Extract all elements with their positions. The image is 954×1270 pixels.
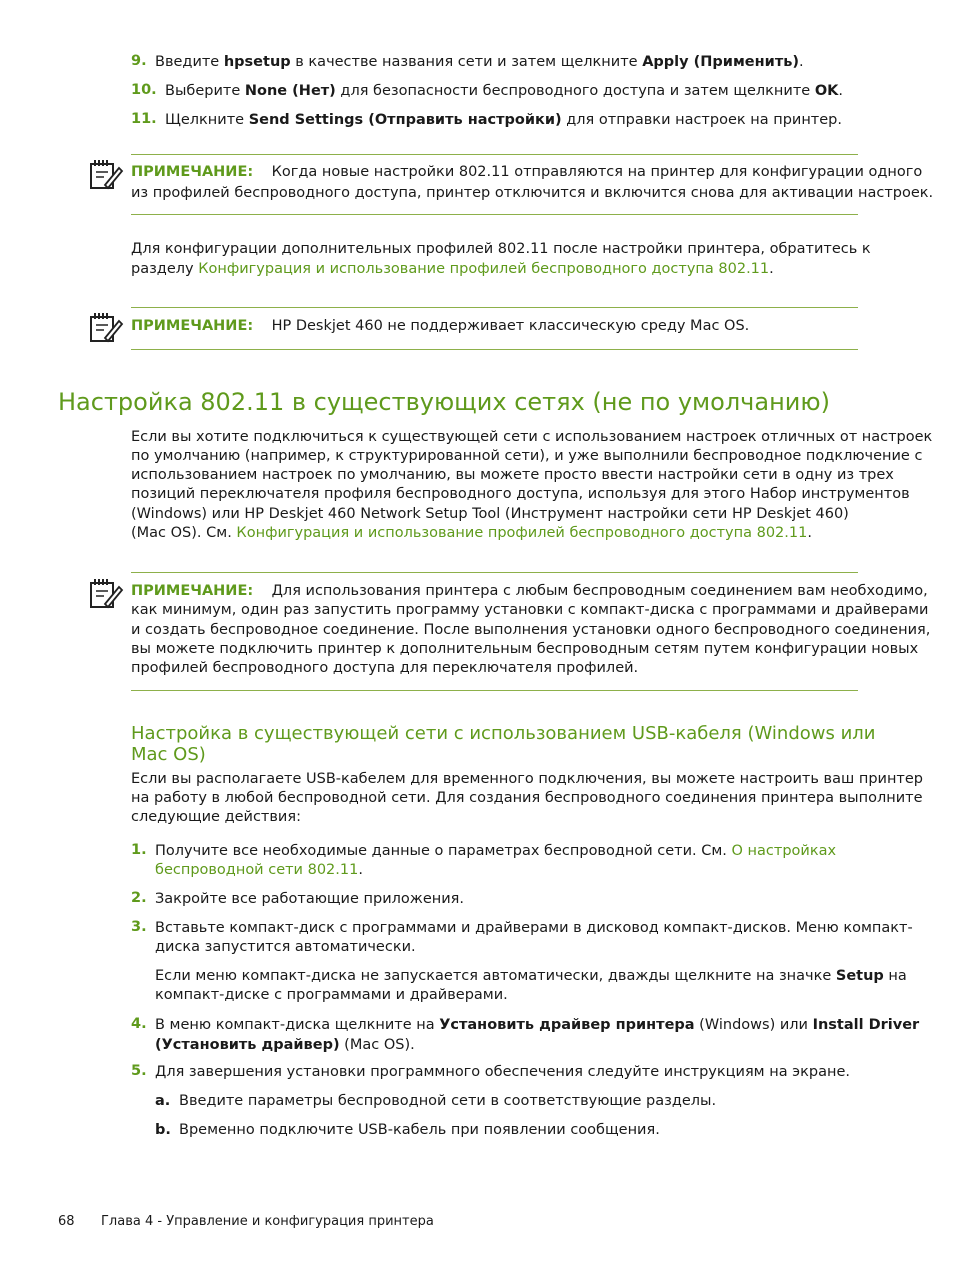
- step-4-line-1: В меню компакт-диска щелкните на Установить драйвер принтера (Windows) или Install Driver: [155, 1017, 920, 1033]
- step-5-text: Для завершения установки программного обеспечения следуйте инструкциям на экране.: [155, 1064, 851, 1080]
- paragraph-3-line-1: Если вы располагаете USB-кабелем для временного подключения, вы можете настроить ваш принтер: [131, 771, 923, 787]
- step-text: Введите hpsetup в качестве названия сети и затем щелкните Apply (Применить).: [155, 54, 804, 70]
- step-3-line-2: диска запустится автоматически.: [155, 939, 416, 955]
- note-3-line-1: ПРИМЕЧАНИЕ: Для использования принтера с любым беспроводным соединением вам необходимо,: [131, 583, 928, 599]
- substep-b-text: Временно подключите USB-кабель при появлении сообщения.: [179, 1122, 660, 1138]
- step-2-text: Закройте все работающие приложения.: [155, 891, 464, 907]
- link-wireless-settings[interactable]: беспроводной сети 802.11: [155, 862, 359, 878]
- paragraph-3-line-3: следующие действия:: [131, 809, 301, 825]
- step-3-extra-line-1: Если меню компакт-диска не запускается автоматически, дважды щелкните на значке Setup на: [155, 968, 907, 984]
- step-text: Щелкните Send Settings (Отправить настройки) для отправки настроек на принтер.: [165, 112, 842, 128]
- step-3-extra-line-2: компакт-диске с программами и драйверами.: [155, 987, 508, 1003]
- note-icon: [88, 309, 124, 345]
- paragraph-2-line-3: использованием настроек по умолчанию, вы можете просто ввести настройки сети в одну из трех: [131, 467, 894, 483]
- note-3-line-2: как минимум, один раз запустить программу установки с компакт-диска с программами и драйверами: [131, 602, 929, 618]
- note-2-line-1: ПРИМЕЧАНИЕ: HP Deskjet 460 не поддерживает классическую среду Mac OS.: [131, 318, 750, 334]
- paragraph-3-line-2: на работу в любой беспроводной сети. Для создания беспроводного соединения принтера выполните: [131, 790, 923, 806]
- note-3-line-4: вы можете подключить принтер к дополнительным беспроводным сетям путем конфигурации новых: [131, 641, 919, 657]
- note-label: ПРИМЕЧАНИЕ:: [131, 164, 254, 180]
- paragraph-2-line-2: по умолчанию (например, к структурированной сети), и уже выполнили беспроводное подключение с: [131, 448, 923, 464]
- paragraph-2-line-4: позиций переключателя профиля беспроводного доступа, используя для этого Набор инструментов: [131, 486, 910, 502]
- subsection-heading-line-2: Mac OS): [131, 744, 206, 765]
- page-number: 68: [58, 1214, 75, 1229]
- step-3-line-1: Вставьте компакт-диск с программами и драйверами в дисковод компакт-дисков. Меню компакт-: [155, 920, 913, 936]
- note-rule-bottom: [131, 214, 858, 215]
- link-wireless-profiles[interactable]: Конфигурация и использование профилей беспроводного доступа 802.11: [198, 261, 770, 277]
- step-number: 3.: [131, 919, 147, 935]
- step-number: 9.: [131, 53, 147, 69]
- substep-a-text: Введите параметры беспроводной сети в соответствующие разделы.: [179, 1093, 717, 1109]
- note-rule-top: [131, 307, 858, 308]
- note-label: ПРИМЕЧАНИЕ:: [131, 318, 254, 334]
- paragraph-1-line-2: разделу Конфигурация и использование профилей беспроводного доступа 802.11.: [131, 261, 774, 277]
- note-3-line-3: и создать беспроводное соединение. После выполнения установки одного беспроводного соединения,: [131, 622, 931, 638]
- subsection-heading-line-1: Настройка в существующей сети с использованием USB-кабеля (Windows или: [131, 723, 876, 744]
- note-rule-top: [131, 154, 858, 155]
- link-wireless-settings[interactable]: О настройках: [731, 843, 837, 859]
- chapter-title: Глава 4 - Управление и конфигурация принтера: [101, 1214, 434, 1229]
- link-wireless-profiles[interactable]: Конфигурация и использование профилей беспроводного доступа 802.11: [236, 525, 808, 541]
- step-text: Выберите None (Нет) для безопасности беспроводного доступа и затем щелкните OK.: [165, 83, 843, 99]
- note-1-line-1: ПРИМЕЧАНИЕ: Когда новые настройки 802.11 отправляются на принтер для конфигурации одного: [131, 164, 923, 180]
- paragraph-2-line-5: (Windows) или HP Deskjet 460 Network Setup Tool (Инструмент настройки сети HP Deskjet 460): [131, 506, 849, 522]
- note-label: ПРИМЕЧАНИЕ:: [131, 583, 254, 599]
- note-rule-bottom: [131, 349, 858, 350]
- step-number: 10.: [131, 82, 157, 98]
- step-1-line-1: Получите все необходимые данные о параметрах беспроводной сети. См. О настройках: [155, 843, 837, 859]
- step-number: 4.: [131, 1016, 147, 1032]
- paragraph-1-line-1: Для конфигурации дополнительных профилей 802.11 после настройки принтера, обратитесь к: [131, 241, 871, 257]
- paragraph-2-line-6: (Mac OS). См. Конфигурация и использование профилей беспроводного доступа 802.11.: [131, 525, 812, 541]
- section-heading: Настройка 802.11 в существующих сетях (не по умолчанию): [58, 388, 830, 416]
- paragraph-2-line-1: Если вы хотите подключиться к существующей сети с использованием настроек отличных от настроек: [131, 429, 933, 445]
- substep-letter: a.: [155, 1093, 171, 1109]
- step-number: 5.: [131, 1063, 147, 1079]
- note-1-line-2: из профилей беспроводного доступа, принтер отключится и включится снова для активации настроек.: [131, 185, 934, 201]
- note-rule-top: [131, 572, 858, 573]
- step-1-line-2: беспроводной сети 802.11.: [155, 862, 363, 878]
- step-number: 11.: [131, 111, 157, 127]
- note-3-line-5: профилей беспроводного доступа для переключателя профилей.: [131, 660, 639, 676]
- step-number: 2.: [131, 890, 147, 906]
- step-4-line-2: (Установить драйвер) (Mac OS).: [155, 1037, 415, 1053]
- note-rule-bottom: [131, 690, 858, 691]
- note-icon: [88, 575, 124, 611]
- step-number: 1.: [131, 842, 147, 858]
- note-icon: [88, 156, 124, 192]
- substep-letter: b.: [155, 1122, 171, 1138]
